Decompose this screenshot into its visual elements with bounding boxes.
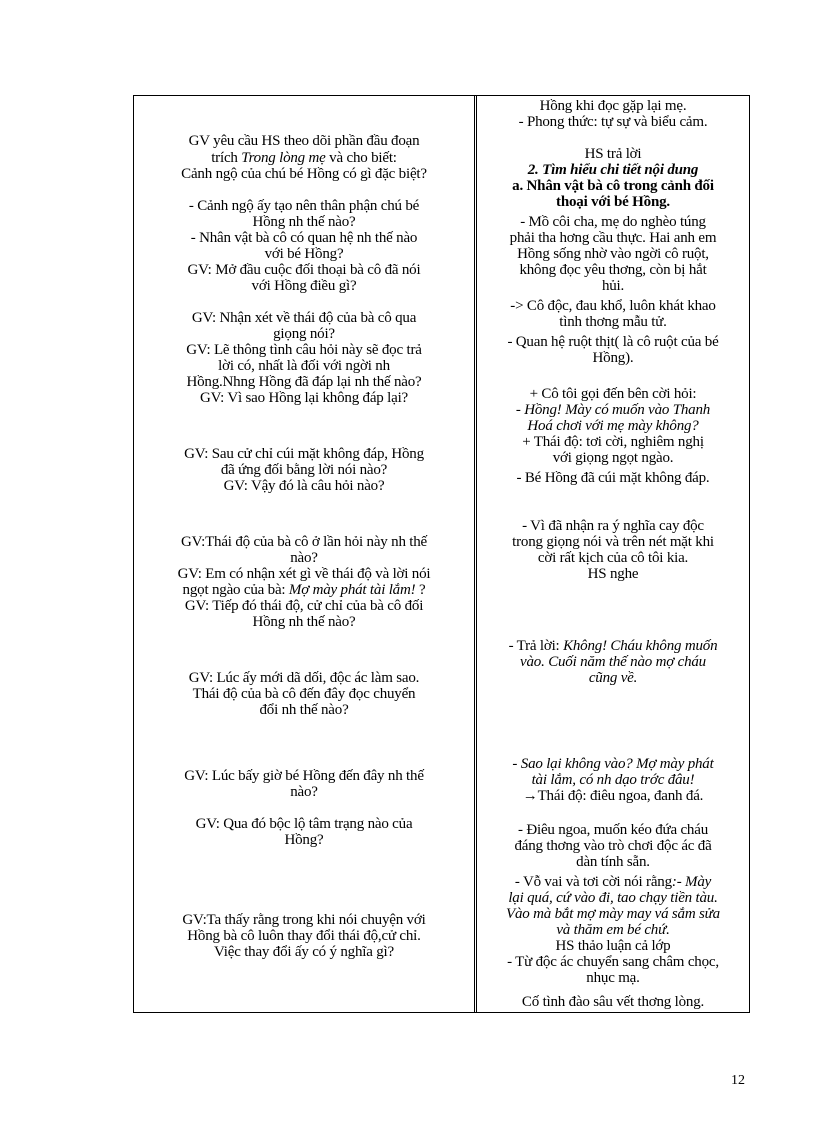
right-text-line: nhục mạ. <box>586 970 640 986</box>
right-text-line: - Hồng! Mày có muốn vào Thanh <box>515 402 711 418</box>
left-text-line: Hồng nh thế nào? <box>252 214 356 230</box>
right-text-line: - Điêu ngoa, muốn kéo đứa cháu <box>518 822 708 838</box>
left-text-line: Việc thay đổi ấy có ý nghĩa gì? <box>214 944 394 960</box>
left-text-line: GV: Vậy đó là câu hỏi nào? <box>223 478 385 494</box>
left-text-line: trích Trong lòng mẹ và cho biết: <box>211 150 397 166</box>
right-text-line: cời rất kịch của cô tôi kia. <box>537 550 689 566</box>
left-text-line: GV:Ta thấy rằng trong khi nói chuyện với <box>182 912 426 928</box>
right-text-line: - Bé Hồng đã cúi mặt không đáp. <box>516 470 710 486</box>
right-text-line: không đọc yêu thơng, còn bị hắt <box>519 262 707 278</box>
right-text-line: Hồng). <box>592 350 634 366</box>
left-text-line: GV: Nhận xét về thái độ của bà cô qua <box>191 310 417 326</box>
left-text-line: GV: Mở đầu cuộc đối thoại bà cô đã nói <box>187 262 421 278</box>
left-text-line: đã ứng đối bằng lời nói nào? <box>220 462 388 478</box>
right-text-line: Vào mà bắt mợ mày may vá sắm sửa <box>506 906 720 922</box>
right-text-line: →Thái độ: điêu ngoa, đanh đá. <box>522 788 704 804</box>
left-text-line: Cảnh ngộ của chú bé Hồng có gì đặc biệt? <box>181 166 427 182</box>
right-text-line: Cố tình đào sâu vết thơng lòng. <box>521 994 705 1010</box>
right-text-line: - Phong thức: tự sự và biểu cảm. <box>518 114 708 130</box>
right-text-line: a. Nhân vật bà cô trong cảnh đối <box>512 178 714 194</box>
left-text-line: với Hồng điều gì? <box>251 278 357 294</box>
right-text-line: - Sao lại không vào? Mợ mày phát <box>512 756 714 772</box>
right-text-line: lại quá, cứ vào đi, tao chạy tiền tàu. <box>508 890 718 906</box>
left-text-line: Thái độ của bà cô đến đây đọc chuyển <box>192 686 416 702</box>
right-text-line: - Từ độc ác chuyển sang châm chọc, <box>507 954 719 970</box>
left-text-line: GV: Lúc bấy giờ bé Hồng đến đây nh thế <box>184 768 424 784</box>
left-text-line: Hồng bà cô luôn thay đổi thái độ,cử chỉ. <box>187 928 421 944</box>
right-text-line: phải tha hơng cầu thực. Hai anh em <box>509 230 717 246</box>
right-text-line: dàn tính sẵn. <box>576 854 650 870</box>
right-text-line: và thăm em bé chứ. <box>556 922 670 938</box>
right-text-line: Hồng sống nhờ vào ngời cô ruột, <box>517 246 709 262</box>
left-text-line: GV: Lúc ấy mới dã dối, độc ác làm sao. <box>188 670 420 686</box>
teacher-activity-column <box>134 96 474 1012</box>
right-text-line: + Cô tôi gọi đến bên cời hỏi: <box>529 386 697 402</box>
left-text-line: GV: Sau cử chỉ cúi mặt không đáp, Hồng <box>184 446 424 462</box>
right-text-line: - Trả lời: Không! Cháu không muốn <box>508 638 718 654</box>
left-text-line: GV: Tiếp đó thái độ, cử chỉ của bà cô đối <box>184 598 424 614</box>
left-text-line: lời có, nhất là đối với ngời nh <box>218 358 390 374</box>
left-text-line: Hồng.Nhng Hồng đã đáp lại nh thế nào? <box>186 374 422 390</box>
right-text-line: vào. Cuối năm thế nào mợ cháu <box>520 654 706 670</box>
right-text-line: trong giọng nói và trên nét mặt khi <box>512 534 714 550</box>
left-text-line: - Cảnh ngộ ấy tạo nên thân phận chú bé <box>188 198 420 214</box>
right-text-line: tài lắm, có nh dạo trớc đâu! <box>531 772 695 788</box>
lesson-table <box>133 95 750 1013</box>
left-text-line: GV: Vì sao Hồng lại không đáp lại? <box>199 390 409 406</box>
left-text-line: đổi nh thế nào? <box>259 702 349 718</box>
left-text-line: GV: Em có nhận xét gì về thái độ và lời nói <box>177 566 431 582</box>
left-text-line: nào? <box>290 784 318 800</box>
right-text-line: hủi. <box>601 278 625 294</box>
right-text-line: - Mồ côi cha, mẹ do nghèo túng <box>520 214 706 230</box>
left-text-line: GV yêu cầu HS theo dõi phần đầu đoạn <box>188 133 420 149</box>
left-text-line: với bé Hồng? <box>264 246 344 262</box>
right-text-line: - Vì đã nhận ra ý nghĩa cay độc <box>522 518 704 534</box>
left-text-line: ngọt ngào của bà: Mợ mày phát tài lắm! ? <box>182 582 426 598</box>
right-text-line: HS trả lời <box>584 146 642 162</box>
content-column <box>477 96 749 1012</box>
right-text-line: - Quan hệ ruột thịt( là cô ruột của bé <box>507 334 719 350</box>
right-text-line: Hoá chơi với mẹ mày không? <box>527 418 699 434</box>
right-text-line: cũng về. <box>588 670 638 686</box>
page-number: 12 <box>731 1073 745 1088</box>
left-text-line: nào? <box>290 550 318 566</box>
left-text-line: GV: Qua đó bộc lộ tâm trạng nào của <box>195 816 413 832</box>
left-text-line: GV: Lẽ thông tình câu hỏi này sẽ đọc trả <box>186 342 422 358</box>
right-text-line: HS thảo luận cả lớp <box>555 938 671 954</box>
right-text-line: - Vỗ vai và tơi cời nói rằng:- Mày <box>514 874 712 890</box>
right-text-line: với giọng ngọt ngào. <box>552 450 674 466</box>
left-text-line: Hồng? <box>284 832 324 848</box>
right-text-line: 2. Tìm hiểu chi tiết nội dung <box>527 162 699 178</box>
left-text-line: giọng nói? <box>273 326 335 342</box>
right-text-line: thoại với bé Hồng. <box>556 194 670 210</box>
right-text-line: -> Cô độc, đau khổ, luôn khát khao <box>510 298 716 314</box>
left-text-line: GV:Thái độ của bà cô ở lần hỏi này nh thế <box>180 534 428 550</box>
left-text-line: - Nhân vật bà cô có quan hệ nh thế nào <box>190 230 418 246</box>
left-text-line: Hồng nh thế nào? <box>252 614 356 630</box>
right-text-line: HS nghe <box>587 566 639 582</box>
right-text-line: + Thái độ: tơi cời, nghiêm nghị <box>522 434 704 450</box>
right-text-line: đáng thơng vào trò chơi độc ác đã <box>514 838 712 854</box>
right-text-line: tình thơng mẫu tử. <box>559 314 667 330</box>
right-text-line: Hồng khi đọc gặp lại mẹ. <box>539 98 687 114</box>
